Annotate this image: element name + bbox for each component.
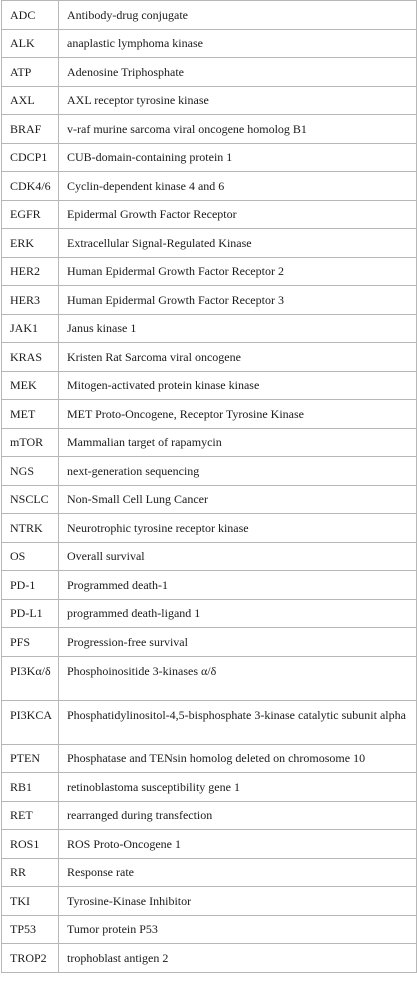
abbreviation-cell: ALK — [2, 29, 59, 58]
definition-cell: Human Epidermal Growth Factor Receptor 2 — [59, 257, 417, 286]
abbreviation-cell: RB1 — [2, 773, 59, 802]
definition-cell: Overall survival — [59, 542, 417, 571]
abbreviation-cell: KRAS — [2, 343, 59, 372]
abbreviation-cell: MET — [2, 400, 59, 429]
definition-cell: Janus kinase 1 — [59, 314, 417, 343]
abbreviation-cell: PD-L1 — [2, 599, 59, 628]
abbreviation-cell: CDCP1 — [2, 143, 59, 172]
abbreviation-cell: PI3KCA — [2, 700, 59, 744]
definition-cell: Programmed death-1 — [59, 571, 417, 600]
abbreviation-cell: mTOR — [2, 428, 59, 457]
definition-cell: Antibody-drug conjugate — [59, 1, 417, 30]
table-row — [2, 143, 417, 172]
table-row — [2, 343, 417, 372]
abbreviation-cell: NGS — [2, 457, 59, 486]
abbreviation-cell: PI3Kα/δ — [2, 656, 59, 700]
definition-cell: CUB-domain-containing protein 1 — [59, 143, 417, 172]
table-row — [2, 286, 417, 315]
table-row — [2, 314, 417, 343]
definition-cell: Adenosine Triphosphate — [59, 58, 417, 87]
definition-cell: MET Proto-Oncogene, Receptor Tyrosine Kinase — [59, 400, 417, 429]
definition-cell: Mammalian target of rapamycin — [59, 428, 417, 457]
table-row — [2, 1, 417, 30]
table-row — [2, 58, 417, 87]
table-row — [2, 887, 417, 916]
table-row — [2, 571, 417, 600]
definition-cell: Tyrosine-Kinase Inhibitor — [59, 887, 417, 916]
table-row — [2, 628, 417, 657]
definition-cell: Phosphatase and TENsin homolog deleted on chromosome 10 — [59, 744, 417, 773]
abbreviation-cell: HER2 — [2, 257, 59, 286]
abbreviation-cell: OS — [2, 542, 59, 571]
abbreviation-cell: AXL — [2, 86, 59, 115]
table-row — [2, 485, 417, 514]
definition-cell: Extracellular Signal-Regulated Kinase — [59, 229, 417, 258]
abbreviation-cell: MEK — [2, 371, 59, 400]
table-row — [2, 542, 417, 571]
definition-cell: Mitogen-activated protein kinase kinase — [59, 371, 417, 400]
abbreviation-cell: RR — [2, 858, 59, 887]
definition-cell: programmed death-ligand 1 — [59, 599, 417, 628]
abbreviation-cell: ERK — [2, 229, 59, 258]
table-row — [2, 86, 417, 115]
table-row — [2, 172, 417, 201]
abbreviation-cell: PFS — [2, 628, 59, 657]
abbreviation-cell: RET — [2, 801, 59, 830]
definition-cell: AXL receptor tyrosine kinase — [59, 86, 417, 115]
table-row — [2, 428, 417, 457]
abbreviation-cell: PTEN — [2, 744, 59, 773]
abbreviations-table — [1, 0, 417, 973]
table-row — [2, 371, 417, 400]
table-row — [2, 599, 417, 628]
table-row — [2, 29, 417, 58]
table-row — [2, 830, 417, 859]
table-row — [2, 229, 417, 258]
table-row — [2, 200, 417, 229]
definition-cell: anaplastic lymphoma kinase — [59, 29, 417, 58]
table-row — [2, 656, 417, 700]
abbreviation-cell: ROS1 — [2, 830, 59, 859]
table-row — [2, 400, 417, 429]
table-row — [2, 457, 417, 486]
definition-cell: next-generation sequencing — [59, 457, 417, 486]
table-row — [2, 944, 417, 973]
abbreviation-cell: TROP2 — [2, 944, 59, 973]
abbreviation-cell: EGFR — [2, 200, 59, 229]
definition-cell: Phosphoinositide 3-kinases α/δ — [59, 656, 417, 700]
definition-cell: ROS Proto-Oncogene 1 — [59, 830, 417, 859]
table-row — [2, 115, 417, 144]
abbreviation-cell: TP53 — [2, 915, 59, 944]
abbreviation-cell: BRAF — [2, 115, 59, 144]
table-row — [2, 773, 417, 802]
abbreviation-cell: TKI — [2, 887, 59, 916]
abbreviation-cell: NTRK — [2, 514, 59, 543]
definition-cell: Response rate — [59, 858, 417, 887]
table-row — [2, 514, 417, 543]
definition-cell: Tumor protein P53 — [59, 915, 417, 944]
abbreviation-cell: ADC — [2, 1, 59, 30]
abbreviation-cell: HER3 — [2, 286, 59, 315]
abbreviation-cell: PD-1 — [2, 571, 59, 600]
definition-cell: Non-Small Cell Lung Cancer — [59, 485, 417, 514]
definition-cell: Human Epidermal Growth Factor Receptor 3 — [59, 286, 417, 315]
table-row — [2, 744, 417, 773]
definition-cell: v-raf murine sarcoma viral oncogene homolog B1 — [59, 115, 417, 144]
definition-cell: trophoblast antigen 2 — [59, 944, 417, 973]
abbreviation-cell: ATP — [2, 58, 59, 87]
definition-cell: Neurotrophic tyrosine receptor kinase — [59, 514, 417, 543]
definition-cell: rearranged during transfection — [59, 801, 417, 830]
table-row — [2, 858, 417, 887]
definition-cell: retinoblastoma susceptibility gene 1 — [59, 773, 417, 802]
abbreviation-cell: JAK1 — [2, 314, 59, 343]
definition-cell: Phosphatidylinositol-4,5-bisphosphate 3-kinase catalytic subunit alpha — [59, 700, 417, 744]
definition-cell: Kristen Rat Sarcoma viral oncogene — [59, 343, 417, 372]
definition-cell: Cyclin-dependent kinase 4 and 6 — [59, 172, 417, 201]
table-row — [2, 257, 417, 286]
table-row — [2, 700, 417, 744]
table-row — [2, 801, 417, 830]
definition-cell: Epidermal Growth Factor Receptor — [59, 200, 417, 229]
table-row — [2, 915, 417, 944]
abbreviation-cell: NSCLC — [2, 485, 59, 514]
abbreviation-cell: CDK4/6 — [2, 172, 59, 201]
definition-cell: Progression-free survival — [59, 628, 417, 657]
